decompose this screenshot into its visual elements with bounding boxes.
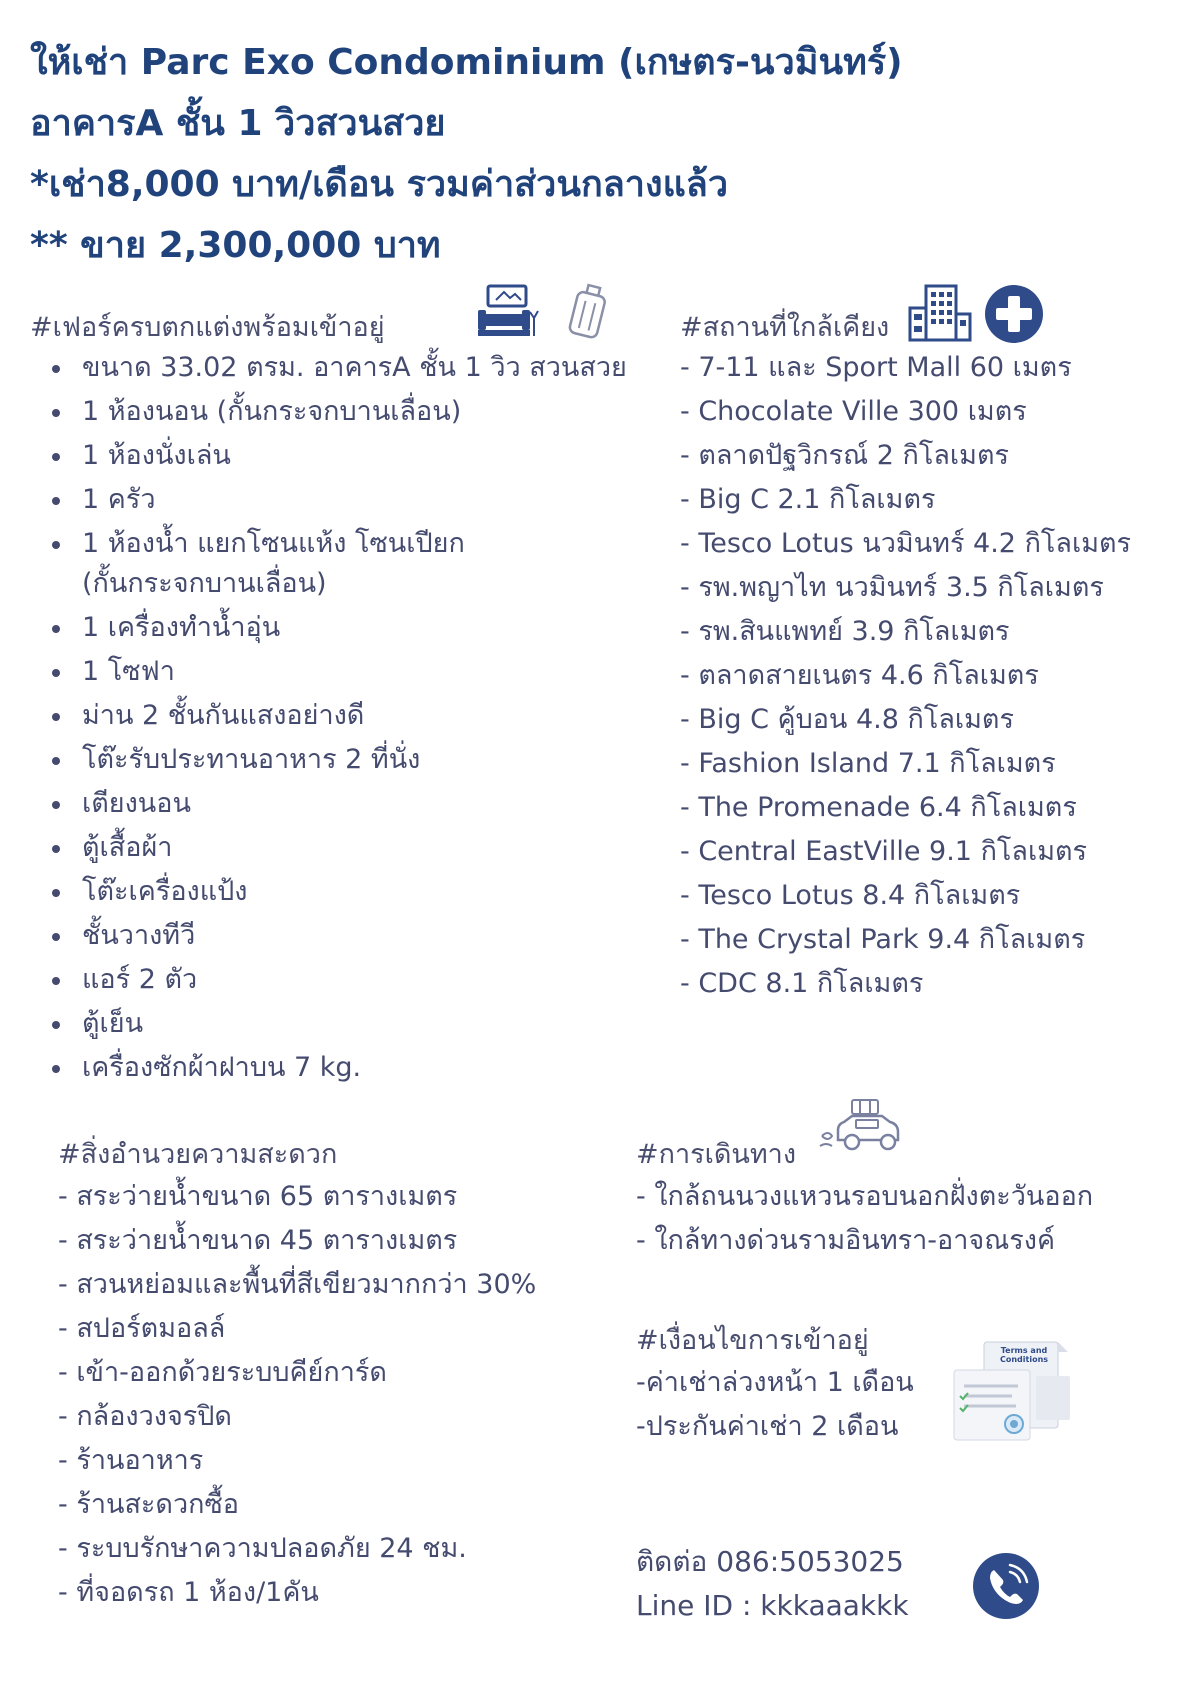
list-item: 1 ครัว [30,478,627,522]
list-item: - ตลาดสายเนตร 4.6 กิโลเมตร [680,660,1039,691]
list-item: 1 ห้องนอน (กั้นกระจกบานเลื่อน) [30,390,627,434]
travel-heading: #การเดินทาง [636,1139,796,1170]
car-icon [818,1096,914,1164]
list-item: - ที่จอดรถ 1 ห้อง/1คัน [58,1577,319,1608]
list-item: - รพ.พญาไท นวมินทร์ 3.5 กิโลเมตร [680,572,1104,603]
list-item-line: 1 ห้องน้ำ แยกโซนแห้ง โซนเปียก [82,528,465,559]
travel-list [636,1175,1093,1263]
list-item: ตู้เสื้อผ้า [30,826,627,870]
list-item: - ระบบรักษาความปลอดภัย 24 ชม. [58,1533,467,1564]
list-item: ตู้เย็น [30,1002,627,1046]
list-item: - ตลาดปัฐวิกรณ์ 2 กิโลเมตร [680,440,1009,471]
list-item: โต๊ะรับประทานอาหาร 2 ที่นั่ง [30,738,627,782]
list-item: - Fashion Island 7.1 กิโลเมตร [680,748,1056,779]
list-item: -ประกันค่าเช่า 2 เดือน [636,1411,899,1442]
facilities-heading: #สิ่งอำนวยความสะดวก [58,1139,338,1170]
terms-document-icon [950,1336,1080,1444]
list-item: - ใกล้ถนนวงแหวนรอบนอกฝั่งตะวันออก [636,1181,1094,1212]
title-line-4: ** ขาย 2,300,000 บาท [30,225,441,266]
list-item: เครื่องซักผ้าฝาบน 7 kg. [30,1046,627,1090]
list-item: - กล้องวงจรปิด [58,1401,232,1432]
list-item: - สระว่ายน้ำขนาด 45 ตารางเมตร [58,1225,458,1256]
title-line-1: ให้เช่า Parc Exo Condominium (เกษตร-นวมินทร์) [30,42,903,83]
list-item: โต๊ะเครื่องแป้ง [30,870,627,914]
list-item: - ใกล้ทางด่วนรามอินทรา-อาจณรงค์ [636,1225,1056,1256]
list-item: - Big C 2.1 กิโลเมตร [680,484,936,515]
list-item: - เข้า-ออกด้วยระบบคีย์การ์ด [58,1357,387,1388]
furniture-icon [474,284,542,342]
list-item: - The Promenade 6.4 กิโลเมตร [680,792,1077,823]
list-item: - The Crystal Park 9.4 กิโลเมตร [680,924,1086,955]
list-item: 1 โซฟา [30,650,627,694]
list-item: - Big C คู้บอน 4.8 กิโลเมตร [680,704,1014,735]
list-item: - Central EastVille 9.1 กิโลเมตร [680,836,1088,867]
list-item: เตียงนอน [30,782,627,826]
nearby-list [680,346,1131,1006]
list-item: - Chocolate Ville 300 เมตร [680,396,1027,427]
furniture-heading: #เฟอร์ครบตกแต่งพร้อมเข้าอยู่ [30,312,385,343]
list-item: - ร้านสะดวกซื้อ [58,1489,240,1520]
title-line-3: *เช่า8,000 บาท/เดือน รวมค่าส่วนกลางแล้ว [30,164,729,205]
list-item: แอร์ 2 ตัว [30,958,627,1002]
list-item: - ร้านอาหาร [58,1445,204,1476]
terms-card-title: Terms and Conditions [999,1346,1049,1364]
list-item: - 7-11 และ Sport Mall 60 เมตร [680,352,1072,383]
listing-title [30,32,903,276]
list-item: 1 ห้องนั่งเล่น [30,434,627,478]
contact-line-id: Line ID : kkkaaakkk [636,1589,909,1622]
contact-block [636,1540,909,1628]
list-item: - สวนหย่อมและพื้นที่สีเขียวมากกว่า 30% [58,1269,537,1300]
list-item: ชั้นวางทีวี [30,914,627,958]
conditions-list [636,1361,914,1449]
list-item: - Tesco Lotus นวมินทร์ 4.2 กิโลเมตร [680,528,1132,559]
luggage-icon [566,280,612,344]
list-item: - สปอร์ตมอลล์ [58,1313,226,1344]
list-item: -ค่าเช่าล่วงหน้า 1 เดือน [636,1367,914,1398]
list-item: - รพ.สินแพทย์ 3.9 กิโลเมตร [680,616,1010,647]
contact-phone: ติดต่อ 086:5053025 [636,1545,904,1578]
list-item [30,522,627,606]
list-item: 1 เครื่องทำน้ำอุ่น [30,606,627,650]
title-line-2: อาคารA ชั้น 1 วิวสวนสวย [30,103,446,144]
list-item: - CDC 8.1 กิโลเมตร [680,968,924,999]
furniture-list [30,346,627,1090]
list-item: - สระว่ายน้ำขนาด 65 ตารางเมตร [58,1181,458,1212]
facilities-list [58,1175,536,1615]
list-item: ขนาด 33.02 ตรม. อาคารA ชั้น 1 วิว สวนสวย [30,346,627,390]
medical-cross-icon [984,284,1044,344]
phone-icon[interactable] [972,1552,1040,1620]
list-item-line: (กั้นกระจกบานเลื่อน) [82,568,327,599]
nearby-heading: #สถานที่ใกล้เคียง [680,312,890,343]
building-icon [908,284,972,342]
conditions-heading: #เงื่อนไขการเข้าอยู่ [636,1325,869,1356]
list-item: ม่าน 2 ชั้นกันแสงอย่างดี [30,694,627,738]
list-item: - Tesco Lotus 8.4 กิโลเมตร [680,880,1021,911]
